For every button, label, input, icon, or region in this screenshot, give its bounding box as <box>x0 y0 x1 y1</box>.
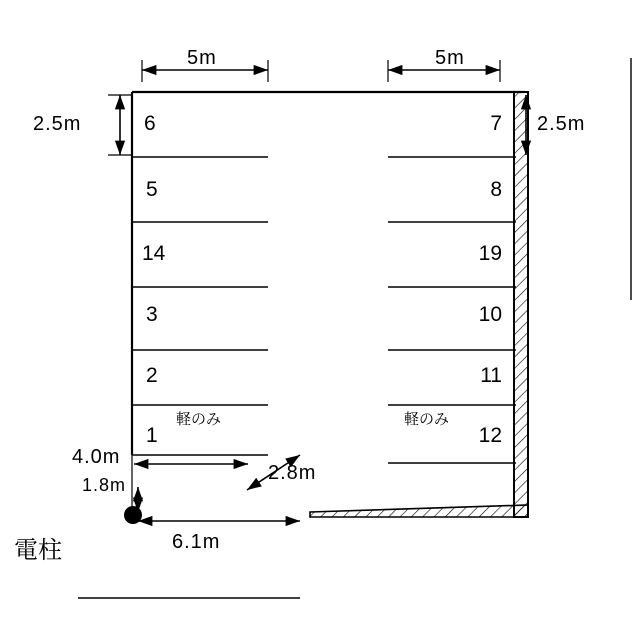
parking-slot-right-4[interactable]: 10 <box>478 303 502 326</box>
parking-slot-left-4[interactable]: 3 <box>146 303 158 326</box>
dim-label-right-height: 2.5m <box>537 113 586 135</box>
label-utility-pole: 電柱 <box>14 536 62 564</box>
lot-right-wall-hatched <box>514 92 528 517</box>
parking-slot-left-6[interactable]: 1 <box>146 424 158 447</box>
parking-slot-right-1[interactable]: 7 <box>490 112 502 135</box>
parking-slot-left-5[interactable]: 2 <box>146 364 158 387</box>
dim-label-bottom-width: 6.1m <box>172 531 221 553</box>
dim-label-bottom-left-vertical: 4.0m <box>72 446 121 468</box>
note-kei-only-left: 軽のみ <box>176 410 222 428</box>
parking-slot-left-3[interactable]: 14 <box>142 242 166 265</box>
dim-label-top-right-width: 5m <box>435 47 465 69</box>
parking-slot-left-2[interactable]: 5 <box>146 178 158 201</box>
lot-bottom-wall-hatched <box>310 505 528 517</box>
dim-label-diagonal: 2.8m <box>268 462 317 484</box>
parking-slot-right-3[interactable]: 19 <box>478 242 502 265</box>
note-kei-only-right: 軽のみ <box>404 410 450 428</box>
parking-slot-right-2[interactable]: 8 <box>490 178 502 201</box>
dim-label-top-left-width: 5m <box>187 47 217 69</box>
dim-label-left-height: 2.5m <box>33 113 82 135</box>
parking-slot-right-6[interactable]: 12 <box>478 424 502 447</box>
parking-slot-left-1[interactable]: 6 <box>144 112 156 135</box>
parking-slot-right-5[interactable]: 11 <box>480 364 502 387</box>
utility-pole-marker <box>124 506 142 524</box>
dim-label-1-8m: 1.8m <box>82 475 127 495</box>
